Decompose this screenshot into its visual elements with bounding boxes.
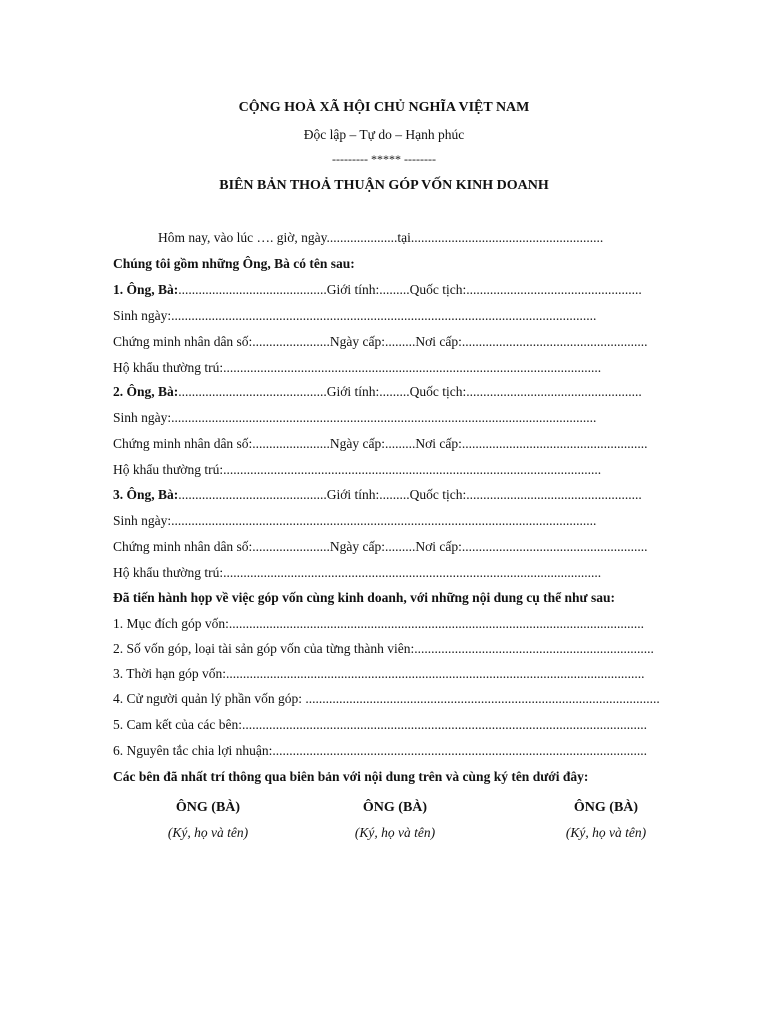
signature-3-title: ÔNG (BÀ) [573, 800, 639, 815]
person-1-label: 1. Ông, Bà: [113, 282, 179, 297]
document-title: BIÊN BẢN THOẢ THUẬN GÓP VỐN KINH DOANH [219, 178, 549, 193]
conclusion: Các bên đã nhất trí thông qua biên bản với nội dung trên và cùng ký tên dưới đây: [113, 769, 589, 784]
signature-2-note: (Ký, họ và tên) [354, 825, 436, 840]
intro-line: Hôm nay, vào lúc …. giờ, ngày.....................tại......................................................... [158, 230, 604, 245]
person-1-fields: ............................................Giới tính:.........Quốc tịch:.................................................... [178, 282, 642, 297]
signature-1-note: (Ký, họ và tên) [167, 825, 249, 840]
separator: --------- ***** -------- [332, 152, 436, 166]
person-1-residence: Hộ khẩu thường trú:................................................................................................................ [113, 360, 602, 375]
person-1-name-line [113, 281, 720, 299]
person-2-name-line [113, 383, 720, 401]
item-3: 3. Thời hạn góp vốn:............................................................................................................................ [113, 666, 645, 681]
person-2-residence: Hộ khẩu thường trú:................................................................................................................ [113, 462, 602, 477]
person-3-id: Chứng minh nhân dân số:.......................Ngày cấp:.........Nơi cấp:....................................................... [113, 539, 648, 554]
country-header: CỘNG HOÀ XÃ HỘI CHỦ NGHĨA VIỆT NAM [238, 100, 530, 115]
person-2-label: 2. Ông, Bà: [113, 384, 179, 399]
item-4: 4. Cử người quản lý phần vốn góp: ......................................................................................................... [113, 691, 660, 706]
item-6: 6. Nguyên tắc chia lợi nhuận:............................................................................................................... [113, 743, 647, 758]
signature-block-3 [506, 800, 706, 841]
signature-2-title: ÔNG (BÀ) [362, 800, 428, 815]
person-3-label: 3. Ông, Bà: [113, 487, 179, 502]
motto: Độc lập – Tự do – Hạnh phúc [303, 127, 465, 142]
person-2-fields: ............................................Giới tính:.........Quốc tịch:.................................................... [178, 384, 642, 399]
person-2-id: Chứng minh nhân dân số:.......................Ngày cấp:.........Nơi cấp:....................................................... [113, 436, 648, 451]
signature-3-note: (Ký, họ và tên) [565, 825, 647, 840]
item-1: 1. Mục đích góp vốn:........................................................................................................................... [113, 616, 644, 631]
person-3-residence: Hộ khẩu thường trú:................................................................................................................ [113, 565, 602, 580]
parties-heading: Chúng tôi gồm những Ông, Bà có tên sau: [113, 256, 355, 271]
person-2-birth: Sinh ngày:.............................................................................................................................. [113, 410, 597, 425]
signature-block-1 [108, 800, 308, 841]
item-5: 5. Cam kết của các bên:........................................................................................................................ [113, 717, 647, 732]
person-1-id: Chứng minh nhân dân số:.......................Ngày cấp:.........Nơi cấp:....................................................... [113, 334, 648, 349]
signature-1-title: ÔNG (BÀ) [175, 800, 241, 815]
person-3-fields: ............................................Giới tính:.........Quốc tịch:.................................................... [178, 487, 642, 502]
item-2: 2. Số vốn góp, loại tài sản góp vốn của từng thành viên:....................................................................... [113, 641, 654, 656]
person-1-birth: Sinh ngày:.............................................................................................................................. [113, 308, 597, 323]
person-3-birth: Sinh ngày:.............................................................................................................................. [113, 513, 597, 528]
signature-block-2 [295, 800, 495, 841]
person-3-name-line [113, 486, 720, 504]
meeting-heading: Đã tiến hành họp về việc góp vốn cùng kinh doanh, với những nội dung cụ thể như sau: [113, 590, 615, 605]
